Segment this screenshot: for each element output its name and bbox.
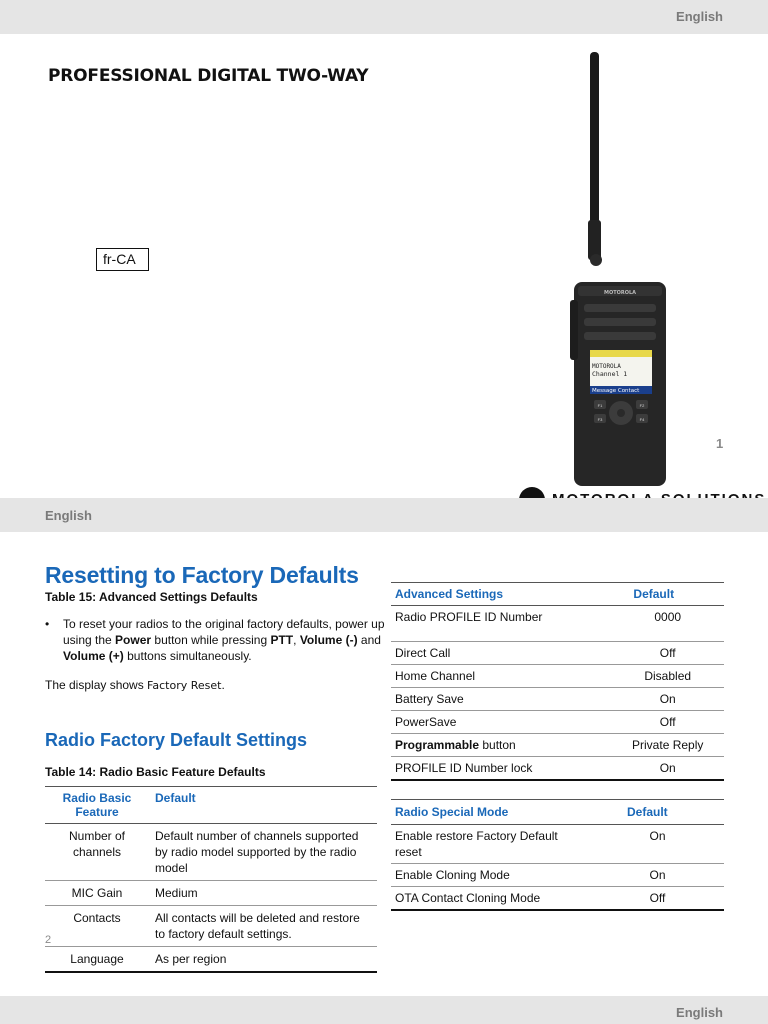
text-run: button — [479, 738, 516, 752]
mode-cell: OTA Contact Cloning Mode — [391, 887, 591, 911]
display-note — [45, 677, 225, 694]
basic-feature-table — [45, 786, 377, 973]
table-caption: Table 15: Advanced Settings Defaults — [45, 590, 258, 604]
special-mode-table — [391, 799, 724, 911]
default-cell: Off — [591, 887, 724, 911]
radio-screen-line2: Channel 1 — [592, 370, 628, 378]
default-cell: Off — [611, 642, 724, 665]
setting-cell: Radio PROFILE ID Number — [391, 606, 611, 642]
radio-image — [562, 50, 672, 490]
cover-title: PROFESSIONAL DIGITAL TWO-WAY — [48, 66, 369, 86]
table-row — [391, 887, 724, 911]
default-cell: Off — [611, 711, 724, 734]
default-cell: Disabled — [611, 665, 724, 688]
column-header: Radio Special Mode — [391, 800, 591, 825]
setting-cell: PowerSave — [391, 711, 611, 734]
table-row — [391, 825, 724, 864]
page-header-bar — [0, 498, 768, 532]
column-header: Advanced Settings — [391, 583, 611, 606]
default-cell: On — [591, 864, 724, 887]
setting-cell — [391, 734, 611, 757]
table-row — [391, 665, 724, 688]
radio-brand: MOTOROLA — [603, 290, 637, 296]
table-header-row — [391, 800, 724, 825]
ptt-keyword: PTT — [270, 633, 294, 647]
bullet-icon: • — [45, 617, 50, 631]
column-header: Default — [611, 583, 724, 606]
table-row — [391, 688, 724, 711]
setting-cell: Battery Save — [391, 688, 611, 711]
advanced-settings-table — [391, 582, 724, 781]
subsection-heading: Radio Factory Default Settings — [45, 730, 308, 750]
table-header-row — [391, 583, 724, 606]
power-keyword: Power — [115, 633, 152, 647]
radio-key-f3: F3 — [597, 417, 603, 422]
text-run: To reset your radios to the original factory defaults, power up using the — [63, 617, 385, 647]
column-header: Default — [591, 800, 724, 825]
locale-box: fr-CA — [96, 248, 149, 271]
default-cell: Medium — [149, 881, 377, 906]
feature-cell: Number of channels — [45, 824, 149, 881]
display-code: Factory Reset — [147, 679, 222, 692]
table-row — [391, 757, 724, 781]
table-row — [391, 642, 724, 665]
language-label: English — [676, 1005, 723, 1020]
table-row — [45, 824, 377, 881]
section-heading: Resetting to Factory Defaults — [45, 562, 359, 588]
default-cell: On — [591, 825, 724, 864]
default-cell: Default number of channels supported by radio model supported by the radio model — [149, 824, 377, 881]
column-header: Default — [149, 787, 377, 824]
table-row — [45, 906, 377, 947]
radio-key-f4: F4 — [639, 417, 645, 422]
table-header-row — [45, 787, 377, 824]
feature-cell: Contacts — [45, 906, 149, 947]
feature-cell: MIC Gain — [45, 881, 149, 906]
text-run: . — [221, 678, 225, 692]
text-run: The display shows — [45, 678, 148, 692]
default-cell: Private Reply — [611, 734, 724, 757]
page-number: 1 — [716, 436, 724, 451]
table-row — [391, 734, 724, 757]
setting-cell: PROFILE ID Number lock — [391, 757, 611, 781]
page-header-bar — [0, 0, 768, 34]
page-header-bar — [0, 996, 768, 1024]
table-row — [45, 881, 377, 906]
radio-screen-softkeys: Message Contact — [592, 388, 640, 394]
volume-plus-keyword: Volume (+) — [63, 649, 124, 663]
language-label: English — [45, 508, 92, 523]
setting-cell: Direct Call — [391, 642, 611, 665]
brand-logo — [516, 486, 768, 498]
setting-cell: Home Channel — [391, 665, 611, 688]
table-caption: Table 14: Radio Basic Feature Defaults — [45, 765, 266, 779]
reset-instruction — [63, 616, 391, 664]
column-header: Radio Basic Feature — [45, 787, 149, 824]
table-row — [45, 947, 377, 973]
language-label: English — [676, 9, 723, 24]
radio-key-f2: F2 — [639, 403, 645, 408]
text-run: and — [357, 633, 381, 647]
default-cell: All contacts will be deleted and restore to factory default settings. — [149, 906, 377, 947]
mode-cell: Enable Cloning Mode — [391, 864, 591, 887]
default-cell: On — [611, 688, 724, 711]
default-cell: As per region — [149, 947, 377, 973]
default-cell: 0000 — [611, 606, 724, 642]
table-row — [391, 864, 724, 887]
page-number: 2 — [45, 934, 52, 946]
volume-minus-keyword: Volume (-) — [299, 633, 358, 647]
default-cell: On — [611, 757, 724, 781]
text-run: , — [293, 633, 300, 647]
feature-cell: Language — [45, 947, 149, 973]
radio-screen-line1: MOTOROLA — [592, 363, 621, 370]
table-row — [391, 606, 724, 642]
table-row — [391, 711, 724, 734]
programmable-keyword: Programmable — [395, 738, 480, 752]
mode-cell: Enable restore Factory Default reset — [391, 825, 591, 864]
radio-key-f1: F1 — [597, 403, 603, 408]
text-run: buttons simultaneously. — [123, 649, 252, 663]
text-run: button while pressing — [151, 633, 271, 647]
